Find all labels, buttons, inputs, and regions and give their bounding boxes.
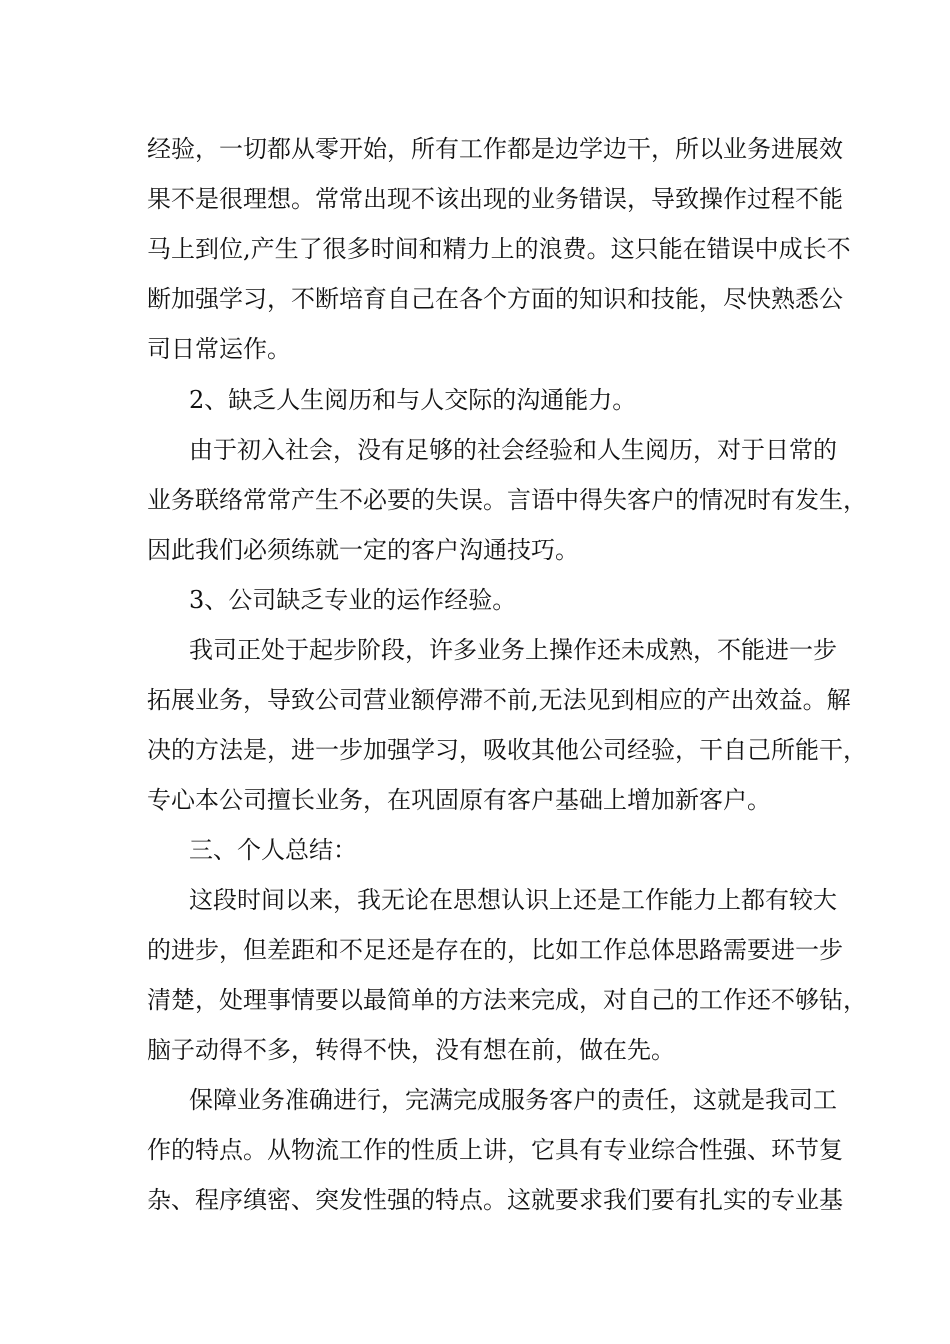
- text-line: 因此我们必须练就一定的客户沟通技巧。: [147, 536, 579, 564]
- text-line: 这段时间以来，我无论在思想认识上还是工作能力上都有较大: [189, 886, 837, 914]
- section-heading: 2、缺乏人生阅历和与人交际的沟通能力。: [189, 386, 637, 414]
- text-line: 脑子动得不多，转得不快，没有想在前，做在先。: [147, 1036, 675, 1064]
- text-line: 果不是很理想。常常出现不该出现的业务错误，导致操作过程不能: [147, 185, 843, 213]
- text-line: 清楚，处理事情要以最简单的方法来完成，对自己的工作还不够钻，: [147, 986, 867, 1014]
- text-line: 专心本公司擅长业务，在巩固原有客户基础上增加新客户。: [147, 786, 771, 814]
- text-line: 由于初入社会，没有足够的社会经验和人生阅历，对于日常的: [189, 436, 837, 464]
- text-line: 的进步，但差距和不足还是存在的，比如工作总体思路需要进一步: [147, 936, 843, 964]
- text-line: 决的方法是，进一步加强学习，吸收其他公司经验，干自己所能干，: [147, 736, 867, 764]
- section-heading: 3、公司缺乏专业的运作经验。: [189, 586, 517, 614]
- text-line: 拓展业务，导致公司营业额停滞不前,无法见到相应的产出效益。解: [147, 686, 851, 714]
- text-line: 我司正处于起步阶段，许多业务上操作还未成熟，不能进一步: [189, 636, 837, 664]
- text-line: 保障业务准确进行，完满完成服务客户的责任，这就是我司工: [189, 1086, 837, 1114]
- section-heading: 三、个人总结：: [189, 836, 357, 864]
- text-line: 马上到位,产生了很多时间和精力上的浪费。这只能在错误中成长不: [147, 235, 851, 263]
- text-line: 杂、程序缜密、突发性强的特点。这就要求我们要有扎实的专业基: [147, 1186, 843, 1214]
- text-line: 业务联络常常产生不必要的失误。言语中得失客户的情况时有发生，: [147, 486, 867, 514]
- text-line: 断加强学习，不断培育自己在各个方面的知识和技能，尽快熟悉公: [147, 285, 843, 313]
- text-line: 经验，一切都从零开始，所有工作都是边学边干，所以业务进展效: [147, 135, 843, 163]
- text-line: 作的特点。从物流工作的性质上讲，它具有专业综合性强、环节复: [147, 1136, 843, 1164]
- text-line: 司日常运作。: [147, 335, 291, 363]
